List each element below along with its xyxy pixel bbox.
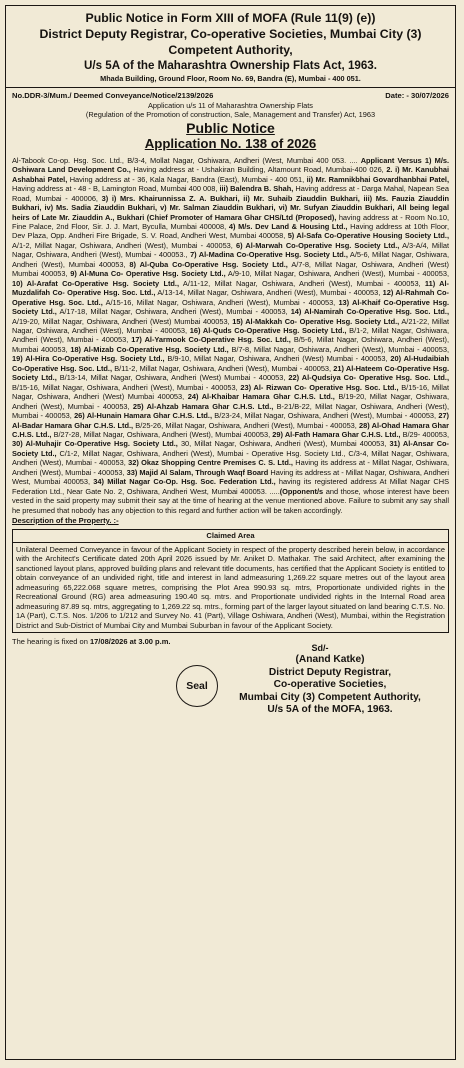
party-name: 13) Al-Khaif Co-Operative Hsg. Society Ltd.,	[12, 297, 449, 317]
party-name: 18) Al-Mizab Co-Operative Hsg. Society Ltd.,	[70, 344, 229, 354]
subtitle-line-1: Application u/s 11 of Maharashtra Ownership Flats	[147, 101, 313, 110]
party-name: 23) Al- Rizwan Co- Operative Hsg. Soc. Ltd.,	[240, 382, 399, 392]
signature-sd: Sd/-	[311, 643, 329, 654]
claimed-area-text: Unilateral Deemed Conveyance in favour of the Applicant Society in respect of the property described herein below, in accordance with the Architect's Certificate dated 20th April 2026 issued by Mr. Aniket D. Mathakar. The said Architect, after examining the sanctioned layout plans, approved building plans and relevant title documents, has certified that the Applicant Society is entitled to obtain conveyance of an undivided right, title and interest in land admeasuring 1,269.22 square metres out of the layout area admeasuring 65,222.068 square metres, comprising the Plot Area 990.93 sq. mtrs, Proportionate undivided rights in the Recreational Ground (RG) area admeasuring 190.40 sq. mtrs. and Proportionate undivided rights in the Internal Road area admeasuring 87.89 sq. mtrs, aggregating to 1,269.22 sq. mtrs., forming part of the larger layout situated on land bearing C.T.S. No. 1A (Part), C.T.S. Nos. 1/206 to 1/212 and Survey No. 41 (Part), Village Oshiwara, Andheri (West), Mumbai, within the Registration District and Sub-District of Mumbai City and Mumbai Suburban in favour of the Applicant Society.	[16, 545, 445, 630]
party-name: 28) Al-Ohad Hamara Ghar C.H.S. Ltd.,	[12, 420, 449, 439]
claimed-area-box	[12, 529, 449, 633]
party-name: 27) Al-Badar Hamara Ghar C.H.S. Ltd.,	[12, 411, 449, 430]
party-text: A/11-12, Millat Nagar, Oshiwara, Andheri (West), Mumbai - 400053,	[179, 278, 425, 288]
party-text: B/9-10, Millat Nagar, Oshiwara, Andheri (West) Mumbai - 400053,	[164, 354, 391, 364]
application-number: Application No. 138 of 2026	[144, 135, 317, 151]
party-name: 29) Al-Fath Hamara Ghar C.H.S. Ltd.,	[272, 429, 401, 439]
party-name: 15) Al-Makkah Co- Operative Hsg. Society Ltd.,	[232, 316, 400, 326]
party-name: 20) Al-Hudaibiah Co-Operative Hsg. Soc. Ltd.,	[12, 354, 450, 373]
party-text: A/9-10, Millat Nagar, Oshiwara, Andheri (West), Mumbai - 400053,	[225, 269, 449, 279]
party-text: C/1-2, Millat Nagar, Oshiwara, Andheri (West), Mumbai - Operative Hsg. Society Ltd., C/3-4, Millat Nagar, Oshiwara, Andheri (West), Mumbai - 400053,	[12, 448, 450, 468]
party-text: A/1-2, Millat Nagar, Oshiwara, Andheri (West), Mumbai - 400053,	[12, 240, 236, 250]
party-text: A/13-14, Millat Nagar, Oshiwara, Andheri (West), Mumbai - 400053,	[155, 288, 383, 298]
party-name: 10) Al-Arafat Co-Operative Hsg. Society Ltd.,	[12, 278, 179, 288]
party-name: 8) Al-Quba Co-Operative Hsg. Society Ltd.,	[129, 259, 288, 269]
signatory-title-3: Mumbai City (3) Competent Authority,	[239, 691, 421, 703]
party-name: 22) Al-Qudsiya Co- Operative Hsg. Soc. Ltd.,	[288, 373, 449, 383]
party-text: B/7-8, Millat Nagar, Oshiwara, Andheri (West), Mumbai - 400053,	[228, 344, 449, 354]
party-text: Having address at - 48 - B, Lamington Road, Mumbai 400 008,	[12, 184, 220, 194]
reference-number: No.DDR-3/Mum./ Deemed Conveyance/Notice/2139/2026	[12, 91, 214, 100]
party-text: A/15-16, Millat Nagar, Oshiwara, Andheri (West), Mumbai - 400053,	[102, 297, 339, 307]
notice-header	[12, 10, 449, 84]
party-text: 30, Millat Nagar, Oshiwara, Andheri (West), Mumbai 400053,	[177, 439, 390, 449]
party-name: 11) Al-Muzdalifah Co- Operative Hsg. Soc. Ltd.,	[12, 278, 449, 298]
party-text: Having address at - Darga Mahal, Napean Sea Road, Mumbai - 400006,	[12, 184, 449, 203]
signatory-title-4: U/s 5A of the MOFA, 1963.	[267, 704, 393, 716]
party-name: iii) Balendra B. Shah,	[219, 184, 294, 194]
party-text: A/19-20, Millat Nagar, Oshiwara, Andheri (West) Mumbai 400053,	[12, 316, 233, 326]
party-name: 30) Al-Muhajir Co-Operative Hsg. Society Ltd.,	[12, 439, 178, 449]
party-text: Having its address at - Millat Nagar, Oshiwara, Andheri West, Mumbai 400053,	[12, 467, 449, 487]
party-text: B/29- 400053,	[400, 429, 449, 439]
party-name: (Opponent/s	[279, 486, 324, 496]
party-text: B/19-20, Millat Nagar, Oshiwara, Andheri (West), Mumbai - 400053,	[12, 392, 449, 411]
party-name: 4) M/s. Dev Land & Housing Ltd.,	[228, 221, 348, 231]
party-text: B/5-6, Millat Nagar, Oshiwara, Andheri (West), Mumbai 400053,	[12, 335, 450, 354]
party-name: 24) Al-Khaibar Hamara Ghar C.H.S. Ltd.,	[187, 392, 335, 402]
party-name: 12) Al-Rahmah Co-Operative Hsg. Soc. Ltd.,	[12, 288, 449, 307]
party-text: B/23-24, Millat Nagar, Oshiwara, Andheri (West), Mumbai - 400053,	[212, 411, 439, 421]
signature-area	[12, 643, 449, 767]
party-text: A/21-22, Millat Nagar, Oshiwara, Andheri (West), Mumbai - 400053,	[12, 316, 449, 335]
party-text: B/25-26, Millat Nagar, Oshiwara, Andheri (West), Mumbai - 400053,	[133, 420, 360, 430]
party-name: 31) Al-Ansar Co- Society Ltd.,	[12, 439, 449, 458]
party-text: A/3-A/4, Millat Nagar, Oshiwara, Andheri (West), Mumbai - 400053.,	[12, 240, 449, 260]
party-text: B/13-14, Millat Nagar, Oshiwara, Andheri (West) Mumbai - 400053,	[56, 373, 289, 383]
party-text: and those, whose interest have been vested in the said property may submit their say at the time of hearing at the venue mentioned above. Failure to submit any say shall he presumed that nobody has any objection to this regard and further action will be taken accordingly.	[12, 486, 449, 515]
party-name: Applicant Versus 1) M/s. Oshiwara Land Development Co.,	[12, 155, 450, 175]
header-act: U/s 5A of the Maharashtra Ownership Flats Act, 1963.	[84, 59, 377, 72]
header-form-title: Public Notice in Form XIII of MOFA (Rule 11(9) (e))	[85, 11, 376, 25]
party-name: 9) Al-Muna Co- Operative Hsg. Society Ltd.,	[70, 269, 226, 279]
party-text: B/15-16, Millat Nagar, Oshiwara, Andheri (West), Mumbai - 400053,	[12, 382, 241, 392]
party-text: Al-Tabook Co-op. Hsg. Soc. Ltd., B/3-4, Mollat Nagar, Oshiwara, Andheri (West, Mumbai 400 053. ....	[12, 155, 361, 165]
party-name: 2. i) Mr. Kanubhai Ashabhai Patel,	[12, 165, 449, 184]
party-text: B/1-2, Millat Nagar, Oshiwara, Andheri (West), Mumbai - 400053,	[12, 325, 449, 345]
party-name: 7) Al-Madina Co-Operative Hsg. Society Ltd.,	[190, 250, 348, 260]
signatory-name: (Anand Katke)	[295, 654, 365, 666]
party-name: 26) Al-Hunain Hamara Ghar C.H.S. Ltd.,	[74, 411, 213, 421]
parties-paragraph	[12, 156, 449, 515]
party-name: 17) Al-Yarmook Co-Operative Hsg. Soc. Ltd.,	[131, 335, 291, 345]
party-name: 21) Al-Hateem Co-Operative Hsg. Society Ltd.,	[12, 363, 449, 383]
header-divider	[6, 87, 455, 88]
party-name: 33) Majid Al Salam, Through Waqf Board	[126, 467, 269, 477]
signature-block	[210, 643, 450, 717]
party-name: 16) Al-Quds Co-Operative Hsg. Society Ltd.,	[189, 325, 347, 335]
claimed-area-title: Claimed Area	[13, 530, 448, 543]
hearing-date: 17/08/2026 at 3.00 p.m.	[89, 637, 171, 647]
party-text: A/7-8, Millat Nagar, Oshiwara, Andheri (West) Mumbai 400053,	[12, 259, 449, 279]
header-competent-authority: Competent Authority,	[168, 43, 293, 57]
party-name: 34) Millat Nagar Co-Op. Hsg. Soc. Federation Ltd.,	[93, 477, 276, 487]
party-name: 19) Al-Hira Co-Operative Hsg. Society Ltd.,	[12, 354, 165, 364]
subtitle-line-2: (Regulation of the Promotion of construction, Sale, Management and Transfer) Act, 1963	[85, 110, 376, 120]
party-name: 3) i) Mrs. Khairunnissa Z. A. Bukhari, ii) Mr. Suhaib Ziauddin Bukhari, iii) Ms. Fauzia Ziauddin Bukhari, iv) Ms. Sadia Ziauddin Bukhari, v) Mr. Salman Ziauddin Bukhari, vi) Mr. Sufyan Ziauddin Bukhari, All being legal heirs of Late Mr. Ziauddin A., Bukhari (Chief Promoter of Hamara Ghar CHS/Ltd (Proposed),	[12, 193, 449, 222]
public-notice	[5, 5, 456, 1060]
party-text: having address at - Room No.10, Fine Palace, 2nd Floor, Sir. J. J. Mart, Byculla, Mumbai 400008,	[12, 212, 449, 231]
party-name: 25) Al-Ahzab Hamara Ghar C.H.S. Ltd.,	[132, 401, 274, 411]
party-name: 5) Al-Safa Co-Operative Housing Society Ltd.,	[287, 231, 450, 241]
party-text: having its registered address At Millat Nagar CHS Federation Ltd., Near Gate No. 2, Oshiwara, Andheri West, Mumbai 400053. .....	[12, 477, 450, 496]
signatory-title-1: District Deputy Registrar,	[268, 666, 392, 678]
party-text: B/15-16, Millat Nagar, Oshiwara, Andheri (West) Mumbai 400053,	[12, 382, 449, 402]
party-name: 6) Al-Marwah Co-Operative Hsg. Society Ltd.,	[235, 240, 400, 250]
reference-date: Date: - 30/07/2026	[385, 91, 449, 100]
party-text: A/17-18, Millat Nagar, Oshiwara, Andheri (West), Mumbai - 400053,	[56, 307, 291, 317]
party-text: Having its address at - Millat Nagar, Oshiwara, Andheri (West), Mumbai - 400053,	[12, 458, 449, 477]
party-text: Having address at 10th Floor, Dev Plaza, Opp. Andheri Fire Brigade, S. V. Road, Andheri West, Mumbai 400058,	[12, 221, 449, 241]
party-text: B/11-2, Millat Nagar, Oshiwara, Andheri (West), Mumbai - 400053,	[112, 363, 334, 373]
header-authority: District Deputy Registrar, Co-operative Societies, Mumbai City (3)	[39, 27, 422, 41]
description-heading: Description of the Property. :-	[12, 516, 119, 526]
party-text: B/27-28, Millat Nagar, Oshiwara, Andheri (West), Mumbai 400053,	[51, 429, 273, 439]
reference-row	[12, 91, 449, 101]
header-address: Mhada Building, Ground Floor, Room No. 69, Bandra (E), Mumbai - 400 051.	[100, 74, 361, 83]
party-text: Having address at - 36, Kala Nagar, Bandra (East), Mumbai - 400 051,	[67, 174, 307, 184]
signatory-title-2: Co-operative Societies,	[273, 679, 387, 691]
party-name: ii) Mr. Ramnikbhai Govardhanbhai Patel,	[306, 174, 450, 184]
hearing-prefix: The hearing is fixed on	[12, 637, 90, 647]
seal-label: Seal	[186, 680, 208, 693]
party-text: Having address at - Ushakiran Building, Altamount Road, Mumbai-400 026,	[130, 165, 387, 175]
party-text: B-21/B-22, Millat Nagar, Oshiwara, Andheri (West), Mumbai - 400053,	[12, 401, 449, 421]
party-text: A/5-6, Millat Nagar, Oshiwara, Andheri (West), Mumbai 400053,	[12, 250, 450, 269]
party-name: 14) Al-Namirah Co-Operative Hsg. Soc. Ltd.,	[290, 307, 449, 317]
party-name: 32) Okaz Shopping Centre Premises C. S. Ltd.,	[128, 458, 293, 468]
notice-title: Public Notice	[186, 119, 275, 136]
